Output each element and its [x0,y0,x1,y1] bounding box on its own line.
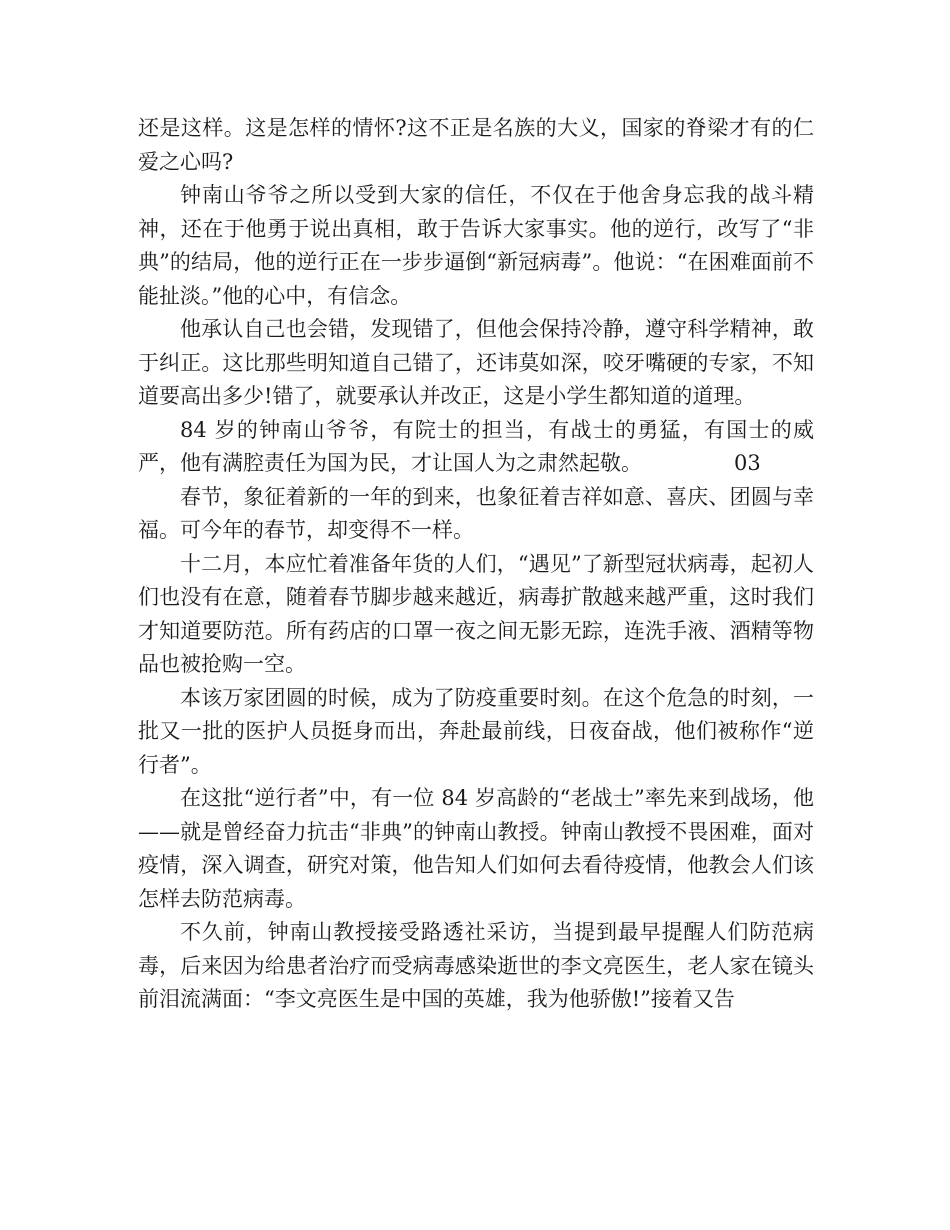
paragraph-6: 十二月，本应忙着准备年货的人们，“遇见”了新型冠状病毒，起初人们也没有在意，随着春节脚步越来越近，病毒扩散越来越严重，这时我们才知道要防范。所有药店的口罩一夜之间无影无踪，连洗手液、酒精等物品也被抢购一空。 [138,551,814,676]
paragraph-2: 钟南山爷爷之所以受到大家的信任，不仅在于他舍身忘我的战斗精神，还在于他勇于说出真相，敢于告诉大家事实。他的逆行，改写了“非典”的结局，他的逆行正在一步步逼倒“新冠病毒”。他说：“在困难面前不能扯淡。”他的心中，有信念。 [138,183,814,308]
paragraph-5: 春节，象征着新的一年的到来，也象征着吉祥如意、喜庆、团圆与幸福。可今年的春节，却变得不一样。 [138,484,814,542]
paragraph-7: 本该万家团圆的时候，成为了防疫重要时刻。在这个危急的时刻，一批又一批的医护人员挺身而出，奔赴最前线，日夜奋战，他们被称作“逆行者”。 [138,685,814,777]
paragraph-4-text: 84 岁的钟南山爷爷，有院士的担当，有战士的勇猛，有国士的威严，他有满腔责任为国为民，才让国人为之肃然起敬。 [138,417,814,475]
paragraph-8: 在这批“逆行者”中，有一位 84 岁高龄的“老战士”率先来到战场，他——就是曾经奋力抗击“非典”的钟南山教授。钟南山教授不畏困难，面对疫情，深入调查，研究对策，他告知人们如何去看待疫情，他教会人们该怎样去防范病毒。 [138,786,814,911]
paragraph-4 [138,414,814,481]
paragraph-1: 还是这样。这是怎样的情怀?这不正是名族的大义，国家的脊梁才有的仁爱之心吗? [138,116,814,174]
document-page [138,112,814,1017]
paragraph-3: 他承认自己也会错，发现错了，但他会保持冷静，遵守科学精神，敢于纠正。这比那些明知道自己错了，还讳莫如深，咬牙嘴硬的专家，不知道要高出多少!错了，就要承认并改正，这是小学生都知道的道理。 [138,317,814,408]
section-number: 03 [734,451,761,475]
paragraph-9: 不久前，钟南山教授接受路透社采访，当提到最早提醒人们防范病毒，后来因为给患者治疗而受病毒感染逝世的李文亮医生，老人家在镜头前泪流满面：“李文亮医生是中国的英雄，我为他骄傲!”接着又告 [138,920,814,1011]
